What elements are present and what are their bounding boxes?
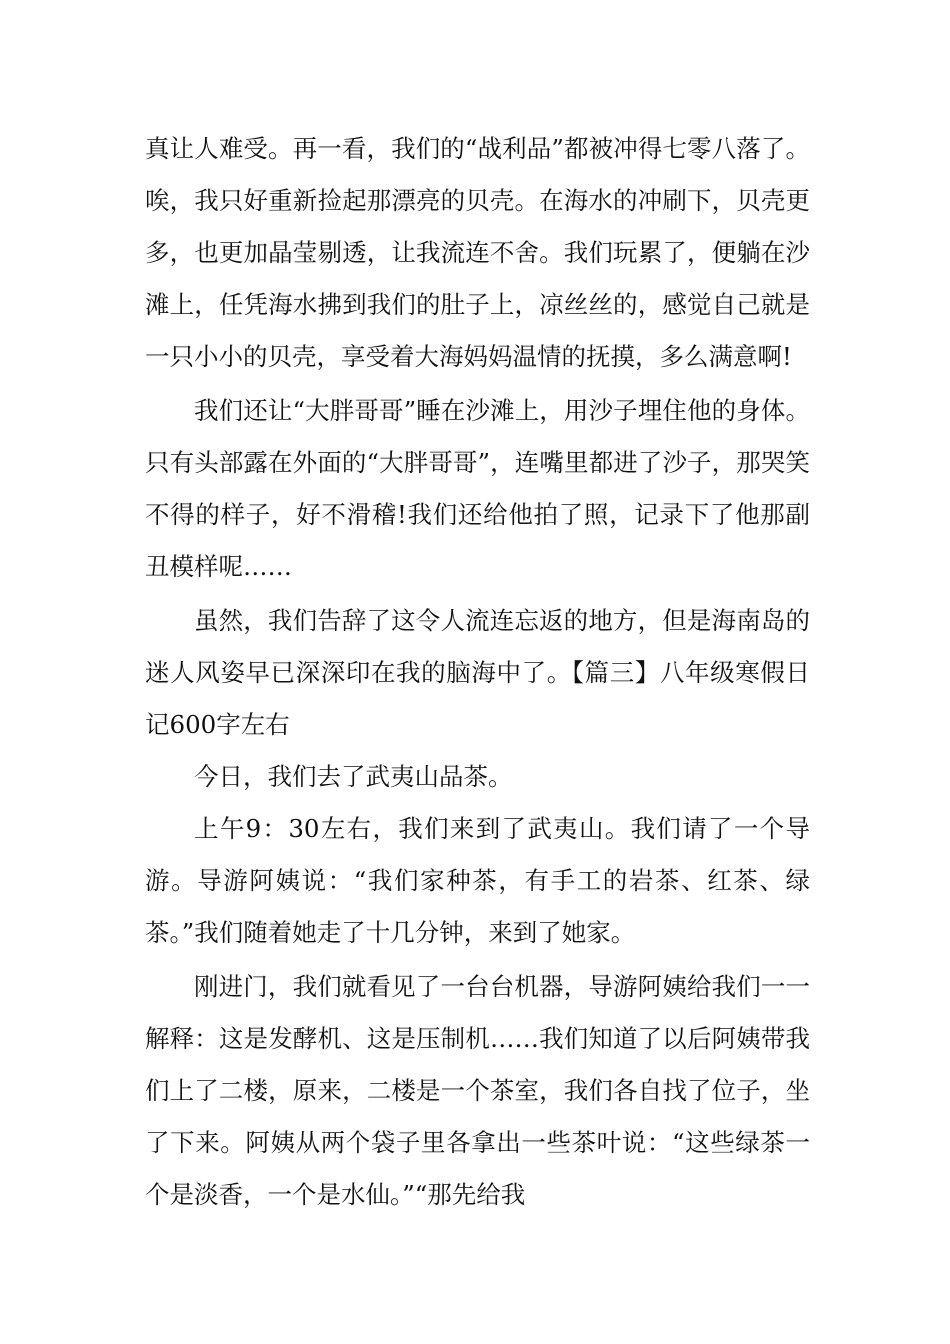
paragraph-tea-room: 刚进门，我们就看见了一台台机器，导游阿姨给我们一一解释：这是发酵机、这是压制机……我们知道了以后阿姨带我们上了二楼，原来，二楼是一个茶室，我们各自找了位子，坐了下来。阿姨从两个袋子里各拿出一些茶叶说：“这些绿茶一个是淡香，一个是水仙。”“那先给我	[145, 972, 810, 1209]
paragraph-morning: 上午9：30左右，我们来到了武夷山。我们请了一个导游。导游阿姨说：“我们家种茶，有手工的岩茶、红茶、绿茶。”我们随着她走了十几分钟，来到了她家。	[145, 814, 810, 947]
paragraph-today: 今日，我们去了武夷山品茶。	[194, 762, 513, 791]
paragraph-farewell: 虽然，我们告辞了这令人流连忘返的地方，但是海南岛的迷人风姿早已深深印在我的脑海中了。【篇三】八年级寒假日记600字左右	[145, 606, 810, 739]
document-body	[145, 123, 810, 1221]
paragraph-continuation: 真让人难受。再一看，我们的“战利品”都被冲得七零八落了。唉，我只好重新捡起那漂亮的贝壳。在海水的冲刷下，贝壳更多，也更加晶莹剔透，让我流连不舍。我们玩累了，便躺在沙滩上，任凭海水拂到我们的肚子上，凉丝丝的，感觉自己就是一只小小的贝壳，享受着大海妈妈温情的抚摸，多么满意啊!	[145, 134, 810, 371]
paragraph-big-brother: 我们还让“大胖哥哥”睡在沙滩上，用沙子埋住他的身体。只有头部露在外面的“大胖哥哥”，连嘴里都进了沙子，那哭笑不得的样子，好不滑稽!我们还给他拍了照，记录下了他那副丑模样呢……	[145, 396, 810, 581]
